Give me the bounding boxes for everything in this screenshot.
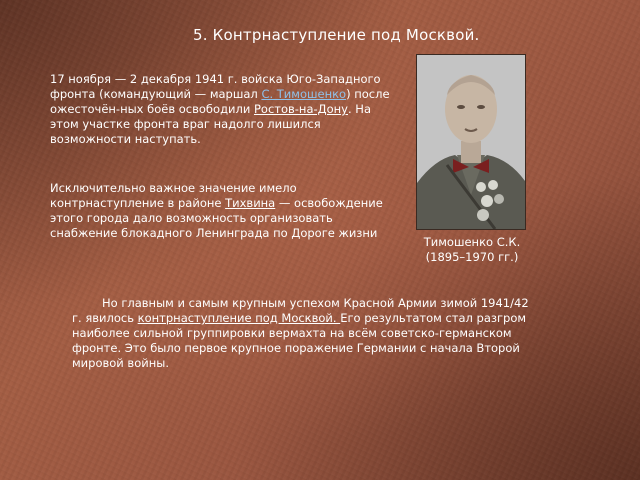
- caption-name: Тимошенко С.К.: [423, 235, 521, 249]
- p3-text-3: группировки вермахта на всём советско-германском фронте. Это было первое крупное поражение Германии с начала Второй мировой войны.: [72, 326, 520, 370]
- p3-text-2: Его результатом стал разгром наиболее сильной: [72, 311, 527, 340]
- paragraph-rostov: [50, 72, 390, 147]
- p1-text-2: ) после ожесточён-ных боёв освободили: [50, 87, 390, 116]
- paragraph-moscow: [72, 296, 532, 371]
- slide-title: 5. Контрнаступление под Москвой.: [193, 26, 480, 44]
- link-moscow-counteroffensive[interactable]: контрнаступление под Москвой.: [137, 311, 341, 325]
- p3-text-1: Но главным и самым крупным успехом Красной Армии зимой 1941/42 г. явилось: [72, 296, 529, 325]
- paragraph-tikhvin: [50, 181, 390, 241]
- link-tikhvin[interactable]: Тихвина: [225, 196, 276, 210]
- portrait-figure-illustration: [417, 55, 525, 229]
- p1-text-1: 17 ноября — 2 декабря 1941 г. войска Юго-Западного фронта (командующий — маршал: [50, 72, 381, 101]
- portrait-photo: [416, 54, 526, 230]
- p2-text-2: — освобождение этого города дало возможность организовать снабжение блокадного Ленинграда по Дороге жизни: [50, 196, 383, 240]
- link-rostov[interactable]: Ростов-на-Дону: [253, 102, 348, 116]
- p2-text-1: Исключительно важное значение имело контрнаступление в районе: [50, 181, 297, 210]
- portrait-caption: [407, 235, 537, 265]
- caption-years: (1895–1970 гг.): [425, 250, 519, 264]
- p1-text-3: . На этом участке фронта враг надолго лишился возможности наступать.: [50, 102, 372, 146]
- link-timoshenko[interactable]: С. Тимошенко: [261, 87, 347, 101]
